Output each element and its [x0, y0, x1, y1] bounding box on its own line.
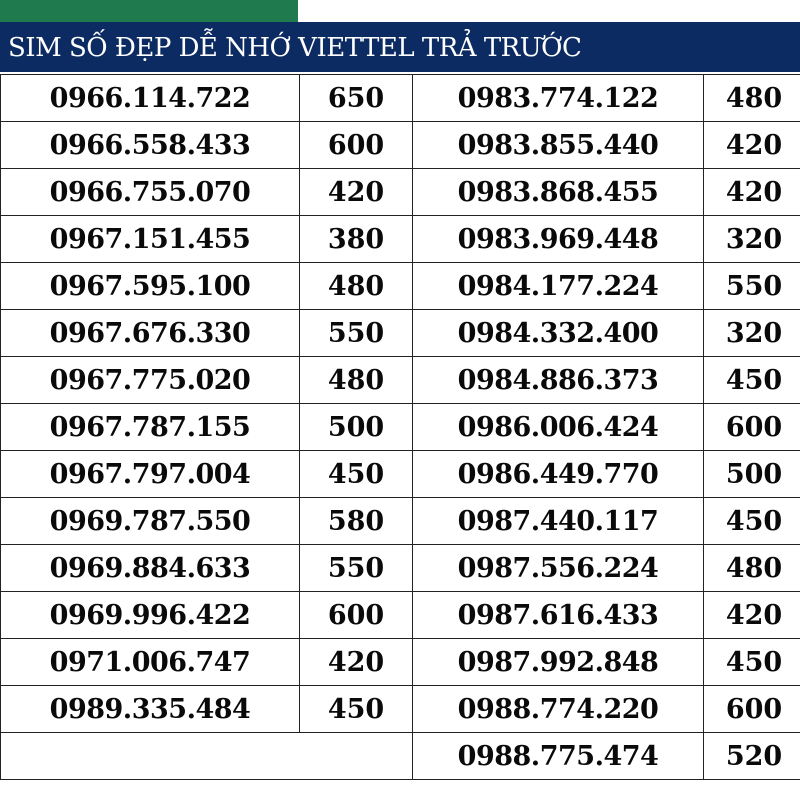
sim-price-right: 500	[704, 451, 800, 498]
sim-number-right: 0987.556.224	[413, 545, 704, 592]
table-row	[1, 75, 800, 122]
sim-number-right: 0986.449.770	[413, 451, 704, 498]
sim-price-right: 320	[704, 216, 800, 263]
sim-price-right: 420	[704, 122, 800, 169]
header-banner	[0, 22, 800, 72]
sim-price-right: 420	[704, 169, 800, 216]
sim-number-right: 0983.868.455	[413, 169, 704, 216]
sim-number-left: 0966.755.070	[1, 169, 300, 216]
sim-number-left: 0967.797.004	[1, 451, 300, 498]
sim-price-right: 450	[704, 498, 800, 545]
sim-price-left: 650	[300, 75, 413, 122]
sim-number-right: 0984.177.224	[413, 263, 704, 310]
sim-number-right: 0986.006.424	[413, 404, 704, 451]
sim-price-right: 450	[704, 357, 800, 404]
sim-price-right: 600	[704, 404, 800, 451]
sim-price-left: 420	[300, 639, 413, 686]
table-row	[1, 498, 800, 545]
sim-price-right: 520	[704, 733, 800, 780]
table-row	[1, 592, 800, 639]
sim-number-left: 0969.996.422	[1, 592, 300, 639]
sim-price-left: 600	[300, 122, 413, 169]
sim-price-right: 480	[704, 545, 800, 592]
sim-price-left: 550	[300, 310, 413, 357]
sim-price-left: 600	[300, 592, 413, 639]
sim-price-left: 580	[300, 498, 413, 545]
table-row	[1, 263, 800, 310]
sim-number-left: 0971.006.747	[1, 639, 300, 686]
table-row	[1, 216, 800, 263]
sim-price-left: 480	[300, 357, 413, 404]
sim-price-right: 550	[704, 263, 800, 310]
sim-price-left: 500	[300, 404, 413, 451]
sim-price-right: 420	[704, 592, 800, 639]
table-row	[1, 404, 800, 451]
table-row	[1, 545, 800, 592]
empty-cell	[1, 733, 413, 780]
sim-number-right: 0988.774.220	[413, 686, 704, 733]
table-row	[1, 122, 800, 169]
table-row	[1, 686, 800, 733]
sim-number-right: 0988.775.474	[413, 733, 704, 780]
sim-price-right: 480	[704, 75, 800, 122]
sim-number-right: 0987.440.117	[413, 498, 704, 545]
sim-table	[0, 74, 800, 780]
sim-number-right: 0983.774.122	[413, 75, 704, 122]
sim-number-left: 0967.676.330	[1, 310, 300, 357]
sim-price-left: 450	[300, 451, 413, 498]
sim-number-left: 0967.775.020	[1, 357, 300, 404]
page-title: SIM SỐ ĐẸP DỄ NHỚ VIETTEL TRẢ TRƯỚC	[8, 33, 582, 63]
sim-price-left: 450	[300, 686, 413, 733]
sim-number-left: 0969.884.633	[1, 545, 300, 592]
sim-number-left: 0966.114.722	[1, 75, 300, 122]
top-strip	[0, 0, 298, 22]
sim-number-right: 0983.969.448	[413, 216, 704, 263]
sim-number-left: 0967.595.100	[1, 263, 300, 310]
table-row	[1, 733, 800, 780]
sim-number-right: 0987.616.433	[413, 592, 704, 639]
sim-price-right: 450	[704, 639, 800, 686]
sim-number-right: 0983.855.440	[413, 122, 704, 169]
sim-number-right: 0984.332.400	[413, 310, 704, 357]
sim-number-left: 0966.558.433	[1, 122, 300, 169]
sim-number-left: 0989.335.484	[1, 686, 300, 733]
sim-number-left: 0967.787.155	[1, 404, 300, 451]
sim-price-right: 600	[704, 686, 800, 733]
sim-price-left: 480	[300, 263, 413, 310]
sim-number-right: 0984.886.373	[413, 357, 704, 404]
sim-price-left: 380	[300, 216, 413, 263]
table-row	[1, 639, 800, 686]
table-row	[1, 357, 800, 404]
table-row	[1, 310, 800, 357]
table-row	[1, 169, 800, 216]
sim-price-right: 320	[704, 310, 800, 357]
sim-number-right: 0987.992.848	[413, 639, 704, 686]
sim-number-left: 0969.787.550	[1, 498, 300, 545]
sim-number-left: 0967.151.455	[1, 216, 300, 263]
sim-price-left: 420	[300, 169, 413, 216]
sim-price-left: 550	[300, 545, 413, 592]
table-row	[1, 451, 800, 498]
